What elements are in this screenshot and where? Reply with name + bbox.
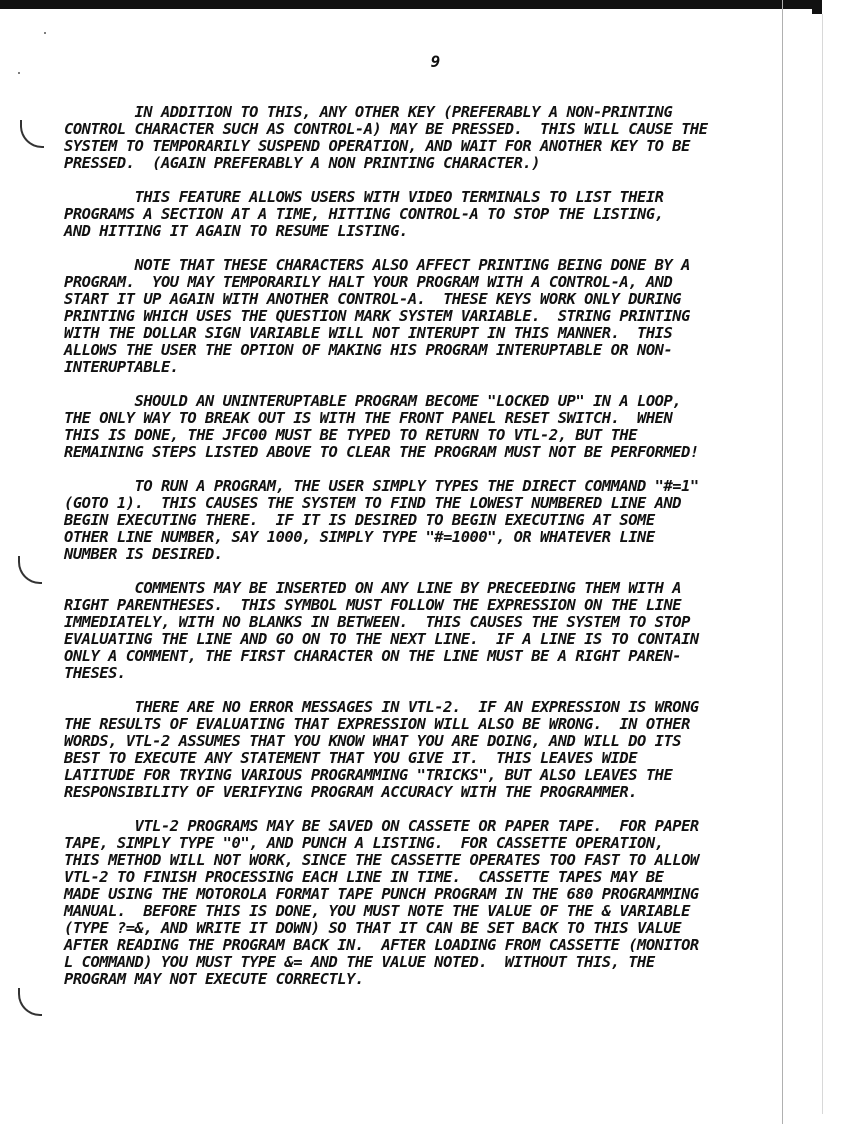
- paragraph: [64, 104, 824, 172]
- text-line: INTERUPTABLE.: [64, 358, 179, 376]
- text-line: RIGHT PARENTHESES. THIS SYMBOL MUST FOLLOW THE EXPRESSION ON THE LINE: [64, 596, 682, 614]
- text-line: WORDS, VTL-2 ASSUMES THAT YOU KNOW WHAT YOU ARE DOING, AND WILL DO ITS: [64, 732, 682, 750]
- document-body: [64, 104, 824, 1005]
- text-line: TAPE, SIMPLY TYPE "0", AND PUNCH A LISTING. FOR CASSETTE OPERATION,: [64, 834, 664, 852]
- text-line: RESPONSIBILITY OF VERIFYING PROGRAM ACCURACY WITH THE PROGRAMMER.: [64, 783, 638, 801]
- text-line: AFTER READING THE PROGRAM BACK IN. AFTER LOADING FROM CASSETTE (MONITOR: [64, 936, 699, 954]
- page-number: 9: [430, 52, 441, 71]
- text-line: L COMMAND) YOU MUST TYPE &= AND THE VALUE NOTED. WITHOUT THIS, THE: [64, 953, 655, 971]
- text-line: (GOTO 1). THIS CAUSES THE SYSTEM TO FIND THE LOWEST NUMBERED LINE AND: [64, 494, 682, 512]
- text-line: THIS METHOD WILL NOT WORK, SINCE THE CASSETTE OPERATES TOO FAST TO ALLOW: [64, 851, 699, 869]
- top-border: [0, 0, 822, 9]
- binder-hole-mark: [18, 988, 42, 1016]
- paragraph: [64, 818, 824, 988]
- text-line: REMAINING STEPS LISTED ABOVE TO CLEAR THE PROGRAM MUST NOT BE PERFORMED!: [64, 443, 699, 461]
- text-line: EVALUATING THE LINE AND GO ON TO THE NEXT LINE. IF A LINE IS TO CONTAIN: [64, 630, 699, 648]
- scan-speck: [18, 72, 20, 74]
- text-line: BEST TO EXECUTE ANY STATEMENT THAT YOU GIVE IT. THIS LEAVES WIDE: [64, 749, 638, 767]
- text-line: NUMBER IS DESIRED.: [64, 545, 223, 563]
- paragraph: [64, 257, 824, 376]
- text-line: THERE ARE NO ERROR MESSAGES IN VTL-2. IF AN EXPRESSION IS WRONG: [64, 698, 699, 716]
- text-line: COMMENTS MAY BE INSERTED ON ANY LINE BY PRECEEDING THEM WITH A: [64, 579, 682, 597]
- text-line: VTL-2 TO FINISH PROCESSING EACH LINE IN TIME. CASSETTE TAPES MAY BE: [64, 868, 664, 886]
- text-line: CONTROL CHARACTER SUCH AS CONTROL-A) MAY BE PRESSED. THIS WILL CAUSE THE: [64, 120, 708, 138]
- paragraph: [64, 478, 824, 563]
- scan-speck: [44, 32, 46, 34]
- text-line: NOTE THAT THESE CHARACTERS ALSO AFFECT PRINTING BEING DONE BY A: [64, 256, 690, 274]
- text-line: OTHER LINE NUMBER, SAY 1000, SIMPLY TYPE "#=1000", OR WHATEVER LINE: [64, 528, 655, 546]
- binder-hole-mark: [20, 120, 44, 148]
- binder-hole-mark: [18, 556, 42, 584]
- text-line: IN ADDITION TO THIS, ANY OTHER KEY (PREFERABLY A NON-PRINTING: [64, 103, 673, 121]
- text-line: THE RESULTS OF EVALUATING THAT EXPRESSION WILL ALSO BE WRONG. IN OTHER: [64, 715, 690, 733]
- text-line: VTL-2 PROGRAMS MAY BE SAVED ON CASSETE OR PAPER TAPE. FOR PAPER: [64, 817, 699, 835]
- paragraph: [64, 189, 824, 240]
- text-line: WITH THE DOLLAR SIGN VARIABLE WILL NOT INTERUPT IN THIS MANNER. THIS: [64, 324, 673, 342]
- text-line: THE ONLY WAY TO BREAK OUT IS WITH THE FRONT PANEL RESET SWITCH. WHEN: [64, 409, 673, 427]
- text-line: PRESSED. (AGAIN PREFERABLY A NON PRINTING CHARACTER.): [64, 154, 541, 172]
- text-line: SYSTEM TO TEMPORARILY SUSPEND OPERATION, AND WAIT FOR ANOTHER KEY TO BE: [64, 137, 690, 155]
- text-line: MANUAL. BEFORE THIS IS DONE, YOU MUST NOTE THE VALUE OF THE & VARIABLE: [64, 902, 690, 920]
- text-line: START IT UP AGAIN WITH ANOTHER CONTROL-A. THESE KEYS WORK ONLY DURING: [64, 290, 682, 308]
- paragraph: [64, 580, 824, 682]
- text-line: PROGRAMS A SECTION AT A TIME, HITTING CONTROL-A TO STOP THE LISTING,: [64, 205, 664, 223]
- text-line: IMMEDIATELY, WITH NO BLANKS IN BETWEEN. THIS CAUSES THE SYSTEM TO STOP: [64, 613, 690, 631]
- text-line: MADE USING THE MOTOROLA FORMAT TAPE PUNCH PROGRAM IN THE 680 PROGRAMMING: [64, 885, 699, 903]
- text-line: PROGRAM. YOU MAY TEMPORARILY HALT YOUR PROGRAM WITH A CONTROL-A, AND: [64, 273, 673, 291]
- paragraph: [64, 699, 824, 801]
- text-line: ALLOWS THE USER THE OPTION OF MAKING HIS PROGRAM INTERUPTABLE OR NON-: [64, 341, 673, 359]
- text-line: BEGIN EXECUTING THERE. IF IT IS DESIRED TO BEGIN EXECUTING AT SOME: [64, 511, 655, 529]
- text-line: (TYPE ?=&, AND WRITE IT DOWN) SO THAT IT CAN BE SET BACK TO THIS VALUE: [64, 919, 682, 937]
- text-line: PRINTING WHICH USES THE QUESTION MARK SYSTEM VARIABLE. STRING PRINTING: [64, 307, 690, 325]
- text-line: SHOULD AN UNINTERUPTABLE PROGRAM BECOME "LOCKED UP" IN A LOOP,: [64, 392, 682, 410]
- top-border-corner: [812, 0, 822, 14]
- text-line: TO RUN A PROGRAM, THE USER SIMPLY TYPES THE DIRECT COMMAND "#=1": [64, 477, 699, 495]
- text-line: THIS FEATURE ALLOWS USERS WITH VIDEO TERMINALS TO LIST THEIR: [64, 188, 664, 206]
- text-line: LATITUDE FOR TRYING VARIOUS PROGRAMMING "TRICKS", BUT ALSO LEAVES THE: [64, 766, 673, 784]
- text-line: AND HITTING IT AGAIN TO RESUME LISTING.: [64, 222, 408, 240]
- text-line: ONLY A COMMENT, THE FIRST CHARACTER ON THE LINE MUST BE A RIGHT PAREN-: [64, 647, 682, 665]
- paragraph: [64, 393, 824, 461]
- text-line: THESES.: [64, 664, 126, 682]
- text-line: PROGRAM MAY NOT EXECUTE CORRECTLY.: [64, 970, 364, 988]
- text-line: THIS IS DONE, THE JFC00 MUST BE TYPED TO RETURN TO VTL-2, BUT THE: [64, 426, 638, 444]
